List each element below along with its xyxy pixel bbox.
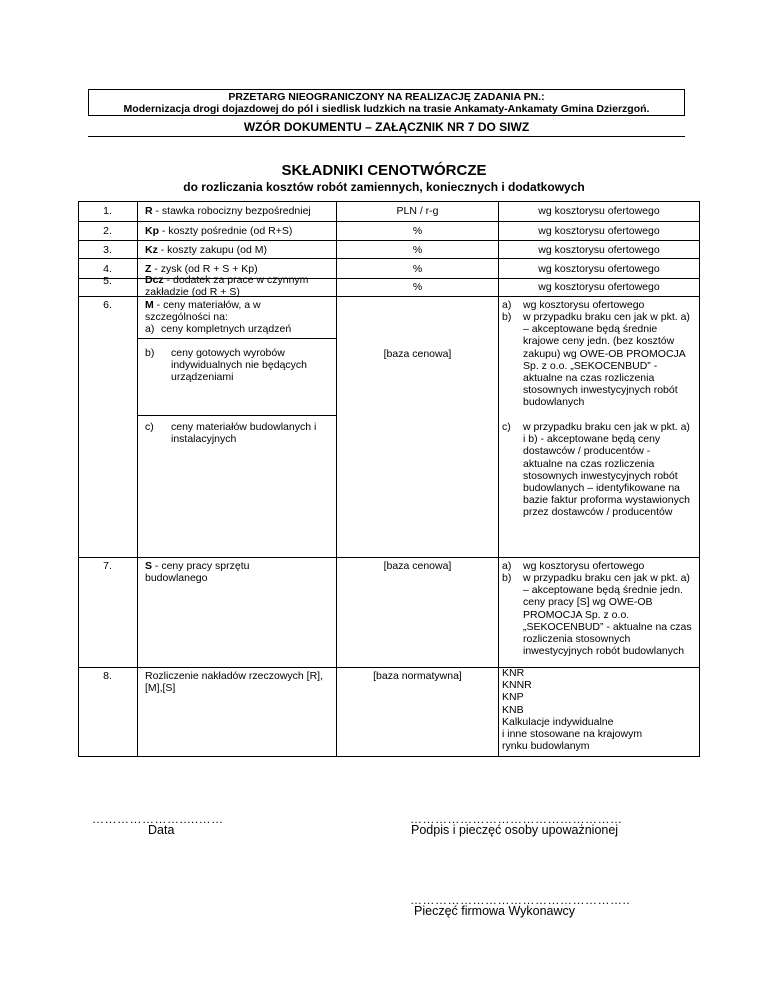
component-indirect-costs: Kp - koszty pośrednie (od R+S) [145, 225, 293, 237]
row-number: 6. [103, 299, 112, 311]
unit-cell: % [412, 263, 423, 275]
date-dotted-line: ………………….....…… [92, 812, 224, 826]
list-item: Kalkulacje indywidualne [502, 715, 614, 728]
list-item: i inne stosowane na krajowym [502, 728, 643, 741]
materials-item-b: b) ceny gotowych wyrobów indywidualnych nie będących urządzeniami [145, 347, 308, 384]
row-number: 5. [103, 275, 112, 287]
unit-cell: [baza cenowa] [383, 348, 452, 360]
unit-cell: % [412, 225, 423, 237]
row-number: 8. [103, 670, 112, 682]
attachment-title: WZÓR DOKUMENTU – ZAŁĄCZNIK NR 7 DO SIWZ [88, 119, 685, 137]
basis-cell: wg kosztorysu ofertowego [538, 263, 660, 275]
row-number: 7. [103, 560, 112, 572]
component-material-outlays: Rozliczenie nakładów rzeczowych [R],[M],[S] [145, 670, 323, 695]
component-profit: Z - zysk (od R + S + Kp) [145, 263, 258, 275]
equipment-basis-a: a) wg kosztorysu ofertowego [502, 560, 645, 572]
list-item: KNR [502, 667, 525, 679]
tender-header-line2: Modernizacja drogi dojazdowej do pól i siedlisk ludzkich na trasie Ankamaty-Ankamaty Gmina Dzierzgoń. [123, 103, 650, 115]
row-number: 4. [103, 263, 112, 275]
basis-cell: wg kosztorysu ofertowego [538, 281, 660, 293]
unit-cell: PLN / r-g [396, 205, 439, 217]
materials-basis-b: b) w przypadku braku cen jak w pkt. a) – akceptowane będą średnie krajowe ceny jedn. (bez kosztów zakupu) wg OWE-OB PROMOCJA Sp. z o.o. „SEKOCENBUD” - aktualne na czas rozliczenia stosownych inwestycyjnych robót budowlanych [502, 311, 690, 409]
unit-cell: % [412, 244, 423, 256]
unit-cell: [baza normatywna] [373, 670, 462, 682]
row-number: 1. [103, 205, 112, 217]
materials-basis-c: c) w przypadku braku cen jak w pkt. a) i b) - akceptowane będą ceny dostawców / producentów - aktualne na czas rozliczenia stosownych inwestycyjnych robót budowlanych – identyfikowane na bazie faktur proforma wystawionych przez dostawców / producentów [502, 421, 690, 519]
materials-item-c: c) ceny materiałów budowlanych i instalacyjnych [145, 421, 317, 446]
basis-cell: wg kosztorysu ofertowego [538, 205, 660, 217]
component-active-site-surcharge: Dcz - dodatek za prace w czynnym zakładzie (od R + S) [145, 274, 309, 299]
cost-components-table: 1. R - stawka robocizny bezpośredniej PLN / r-g wg kosztorysu ofertowego 2. Kp - koszty pośrednie (od R+S) % wg kosztorysu ofertowego 3. Kz - koszty zakupu (od M) % wg kosztorysu ofertowego 4. Z - zysk (od R + S + Kp) % wg kosztorysu ofertowego 5. Dcz - dodatek za prace w czynnym zakładzie (od R + S) % wg kosztorysu ofertowego 6. M - ceny materiałów, a w szczególności na: a) ceny kompletnych urządzeń b) ceny gotowych wyrobów indywidualnych nie będących urządzeniami c) ceny materiałów budowlanych i instalacyjnych [baza cenowa] a) wg kosztorysu ofertowego b) w przypadku braku cen jak w pkt. a) – akceptowane będą średnie krajowe ceny jedn. (bez kosztów zakupu) wg OWE-OB PROMOCJA Sp. z o.o. „SEKOCENBUD” - aktualne na czas rozliczenia stosownych inwestycyjnych robót budowlanych c) w przypadku braku cen jak w pkt. a) i b) - akceptowane będą ceny dostawców / producentów - aktualne na czas rozliczenia stosownych inwestycyjnych robót budowlanych – identyfikowane na bazie faktur proforma wystawionych przez dostawców / producentów 7. S - ceny pracy sprzętu budowlanego [baza cenowa] a) wg kosztorysu ofertowego b) w przypadku braku cen jak w pkt. a) – akceptowane będą średnie jedn. ceny pracy [S] wg OWE-OB PROMOCJA Sp. z o.o. „SEKOCENBUD” - aktualne na czas rozliczenia stosownych inwestycyjnych robót budowlanych 8. Rozliczenie nakładów rzeczowych [R],[M],[S] [baza normatywna] KNR KNNR KNP KNB Kalkulacje indywidualne i inne stosowane na krajowym rynku budowlanym [78, 201, 700, 757]
normative-basis-list [502, 667, 697, 752]
materials-basis-a: a) wg kosztorysu ofertowego [502, 299, 645, 311]
list-item: KNB [502, 703, 524, 716]
signature-label: Podpis i pieczęć osoby upoważnionej [411, 823, 619, 837]
component-rate: R - stawka robocizny bezpośredniej [145, 205, 311, 217]
tender-header-line1: PRZETARG NIEOGRANICZONY NA REALIZACJĘ ZADANIA PN.: [228, 91, 545, 103]
list-item: KNP [502, 691, 524, 704]
document-title: SKŁADNIKI CENOTWÓRCZE [281, 162, 487, 179]
component-materials: M - ceny materiałów, a w szczególności na: [145, 299, 261, 324]
equipment-basis-b: b) w przypadku braku cen jak w pkt. a) – akceptowane będą średnie jedn. ceny pracy [S] wg OWE-OB PROMOCJA Sp. z o.o. „SEKOCENBUD” - aktualne na czas rozliczenia stosownych inwestycyjnych robót budowlanych [502, 572, 692, 658]
list-item: rynku budowlanym [502, 740, 590, 753]
tender-header [88, 89, 685, 116]
list-item: KNNR [502, 679, 532, 692]
unit-cell: [baza cenowa] [383, 560, 452, 572]
basis-cell: wg kosztorysu ofertowego [538, 244, 660, 256]
row-number: 2. [103, 225, 112, 237]
signature-dotted-line: …………………………………………… [410, 812, 623, 826]
row-number: 3. [103, 244, 112, 256]
stamp-dotted-line: …………………………………………….. [410, 893, 631, 907]
component-purchase-costs: Kz - koszty zakupu (od M) [145, 244, 267, 256]
date-label: Data [148, 823, 175, 837]
document-subtitle: do rozliczania kosztów robót zamiennych, koniecznych i dodatkowych [183, 180, 585, 194]
unit-cell: % [412, 281, 423, 293]
basis-cell: wg kosztorysu ofertowego [538, 225, 660, 237]
stamp-label: Pieczęć firmowa Wykonawcy [414, 904, 576, 918]
component-equipment: S - ceny pracy sprzętu budowlanego [145, 560, 250, 585]
